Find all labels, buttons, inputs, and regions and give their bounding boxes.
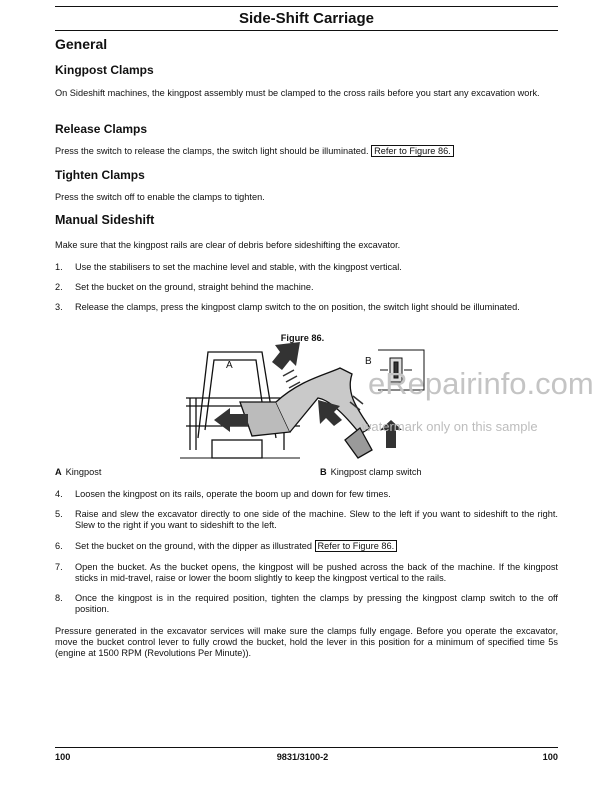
step-text: Set the bucket on the ground, with the dipper as illustrated bbox=[75, 541, 312, 551]
step-paragraph bbox=[75, 541, 558, 552]
figure-caption: Figure 86. bbox=[280, 333, 325, 343]
step-text: Open the bucket. As the bucket opens, the kingpost will be pushed across the back of the machine. If the kingpost sticks in mid-travel, raise or lower the boom slightly to keep the kingpost vertical to the rails. bbox=[75, 562, 558, 583]
step-text: Once the kingpost is in the required position, tighten the clamps by pressing the kingpost clamp switch to the off position. bbox=[75, 593, 558, 614]
heading-manual-sideshift: Manual Sideshift bbox=[55, 213, 155, 227]
step-number: 4. bbox=[55, 489, 63, 499]
heading-kingpost-clamps: Kingpost Clamps bbox=[55, 63, 154, 77]
legend-key: B bbox=[320, 467, 327, 477]
step-number: 2. bbox=[55, 282, 63, 292]
legend-key: A bbox=[55, 467, 62, 477]
heading-release-clamps: Release Clamps bbox=[55, 122, 148, 136]
footer-rule bbox=[55, 747, 558, 748]
step-text: Set the bucket on the ground, straight behind the machine. bbox=[75, 282, 314, 292]
wheel-block bbox=[212, 440, 262, 458]
heading-tighten-clamps: Tighten Clamps bbox=[55, 168, 145, 182]
step-text: Loosen the kingpost on its rails, operate the boom up and down for few times. bbox=[75, 489, 391, 499]
figure-reference-link[interactable]: Refer to Figure 86. bbox=[315, 540, 398, 552]
boom-up-arrow bbox=[272, 342, 300, 370]
legend-item-kingpost bbox=[55, 467, 101, 477]
release-clamps-paragraph bbox=[55, 146, 558, 157]
page-number-left: 100 bbox=[55, 752, 71, 762]
step-number: 1. bbox=[55, 262, 63, 272]
step-number: 8. bbox=[55, 593, 63, 603]
page-number-right: 100 bbox=[542, 752, 558, 762]
watermark-sample: watermark only on this sample bbox=[362, 419, 538, 434]
watermark-site: eRepairinfo.com bbox=[368, 366, 594, 401]
step-number: 5. bbox=[55, 509, 63, 519]
legend-text: Kingpost bbox=[65, 467, 102, 477]
label-b: B bbox=[365, 356, 372, 367]
label-a: A bbox=[226, 360, 233, 371]
legend-item-clamp-switch bbox=[320, 467, 422, 477]
boom-shape bbox=[276, 368, 370, 434]
document-code: 9831/3100-2 bbox=[276, 752, 329, 762]
top-rule bbox=[55, 6, 558, 7]
step-text: Use the stabilisers to set the machine level and stable, with the kingpost vertical. bbox=[75, 262, 402, 272]
step-number: 3. bbox=[55, 302, 63, 312]
release-clamps-text: Press the switch to release the clamps, the switch light should be illuminated. bbox=[55, 146, 369, 156]
closing-paragraph: Pressure generated in the excavator services will make sure the clamps fully engage. Before you operate the excavator, move the bucket control lever to fully crowd the bucket, hold the lever in this position for a minimum of specified time 5s (engine at 1500 RPM (Revolutions Per Minute)). bbox=[55, 626, 558, 658]
tighten-clamps-text: Press the switch off to enable the clamps to tighten. bbox=[55, 192, 265, 202]
step-number: 6. bbox=[55, 541, 63, 551]
figure-reference-link[interactable]: Refer to Figure 86. bbox=[371, 145, 454, 157]
step-text: Release the clamps, press the kingpost clamp switch to the on position, the switch light should be illuminated. bbox=[75, 302, 520, 312]
title-rule bbox=[55, 30, 558, 31]
kingpost-figure bbox=[0, 340, 605, 470]
legend-text: Kingpost clamp switch bbox=[330, 467, 422, 477]
step-text: Raise and slew the excavator directly to one side of the machine. Slew to the left if you want to sideshift to the right. Slew to the right if you want to sideshift to the left. bbox=[75, 509, 558, 530]
page-title: Side-Shift Carriage bbox=[238, 10, 375, 27]
manual-sideshift-intro: Make sure that the kingpost rails are clear of debris before sideshifting the excavator. bbox=[55, 240, 401, 250]
step-number: 7. bbox=[55, 562, 63, 572]
section-heading-general: General bbox=[55, 36, 108, 52]
kingpost-clamps-text: On Sideshift machines, the kingpost assembly must be clamped to the cross rails before you start any excavation work. bbox=[55, 88, 540, 98]
